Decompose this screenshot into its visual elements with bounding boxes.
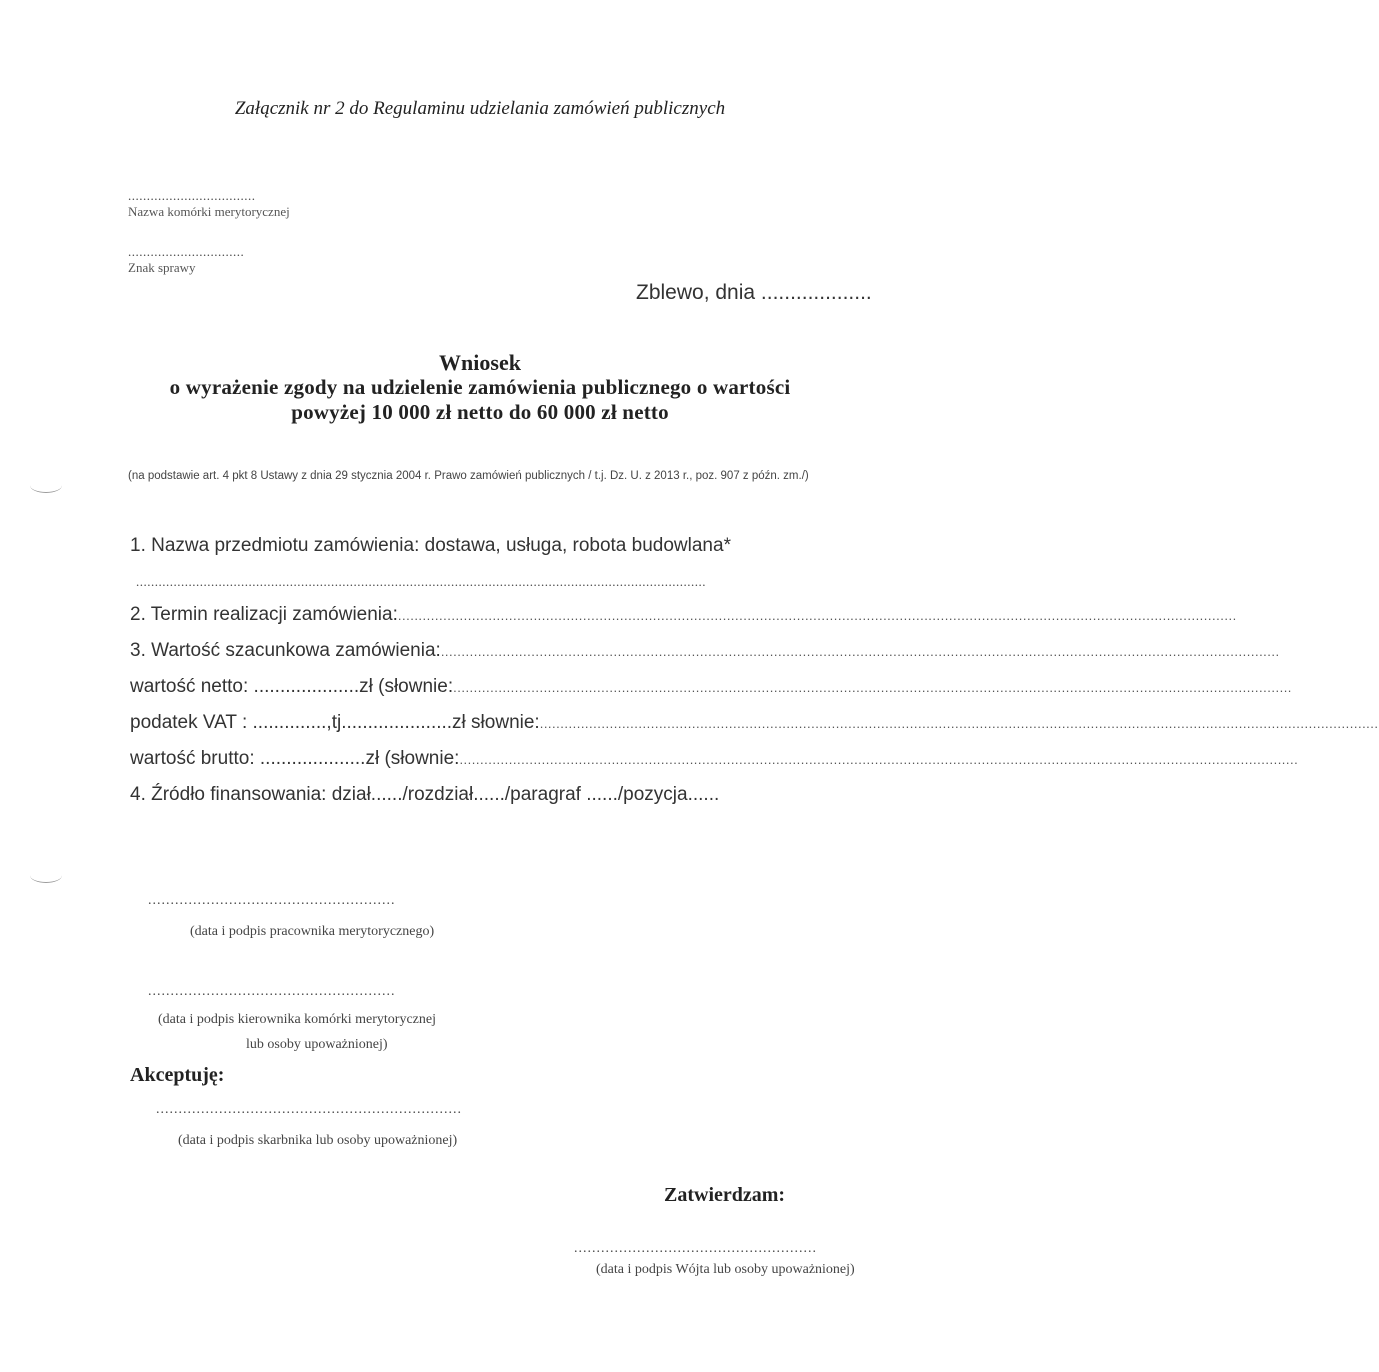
- treasurer-signature-dots: ....................................................................: [156, 1102, 462, 1117]
- scan-mark: [30, 868, 62, 883]
- mayor-signature-label: (data i podpis Wójta lub osoby upoważnionej): [596, 1262, 855, 1277]
- item-subject: [130, 535, 731, 557]
- place-and-date: Zblewo, dnia ...................: [636, 281, 872, 304]
- accept-heading: Akceptuję:: [130, 1064, 225, 1086]
- employee-signature-label: (data i podpis pracownika merytorycznego): [190, 924, 435, 939]
- item-funding-source-label: 4. Źródło finansowania: dział....../rozdział....../paragraf ....../pozycja......: [130, 784, 720, 805]
- manager-signature-label-2: lub osoby upoważnionej): [246, 1037, 388, 1052]
- request-title-line-3: powyżej 10 000 zł netto do 60 000 zł netto: [291, 400, 669, 424]
- manager-signature-label-1: (data i podpis kierownika komórki merytorycznej: [158, 1012, 436, 1027]
- item-subject-label: 1. Nazwa przedmiotu zamówienia: dostawa, usługa, robota budowlana*: [130, 535, 731, 556]
- vat-label: podatek VAT : ..............,tj.....................zł słownie:: [130, 712, 540, 733]
- item-estimated-value: [130, 640, 1280, 662]
- item-deadline-dots: ............................................................................................................................................................................................................: [397, 608, 1237, 623]
- gross-value-dots: ............................................................................................................................................................................................................: [459, 752, 1299, 767]
- manager-signature-dots: .......................................................: [148, 984, 396, 999]
- request-title-line-2: o wyrażenie zgody na udzielenie zamówienia publicznego o wartości: [169, 375, 791, 399]
- gross-value-label: wartość brutto: ....................zł (słownie:: [130, 748, 460, 769]
- attachment-title: Załącznik nr 2 do Regulaminu udzielania zamówień publicznych: [234, 98, 726, 119]
- item-estimated-value-dots: ............................................................................................................................................................................................................: [440, 644, 1280, 659]
- employee-signature-dots: .......................................................: [148, 893, 396, 908]
- item-subject-dots: ........................................................................................................................................................: [136, 574, 706, 589]
- gross-value-line: [130, 748, 1299, 770]
- item-estimated-value-label: 3. Wartość szacunkowa zamówienia:: [130, 640, 441, 661]
- mayor-signature-dots: ......................................................: [574, 1241, 817, 1256]
- net-value-label: wartość netto: ....................zł (słownie:: [130, 676, 454, 697]
- case-number-label: Znak sprawy: [128, 260, 196, 275]
- scan-mark: [30, 478, 62, 493]
- item-funding-source: [130, 784, 719, 806]
- request-title: [0, 350, 960, 425]
- legal-basis: (na podstawie art. 4 pkt 8 Ustawy z dnia 29 stycznia 2004 r. Prawo zamówień publicznych / t.j. Dz. U. z 2013 r., poz. 907 z późn. zm./): [128, 470, 809, 482]
- vat-line: [130, 712, 1379, 734]
- net-value-dots: ............................................................................................................................................................................................................: [453, 680, 1292, 695]
- item-deadline-label: 2. Termin realizacji zamówienia:: [130, 604, 398, 625]
- treasurer-signature-label: (data i podpis skarbnika lub osoby upoważnionej): [178, 1133, 458, 1148]
- case-number-dots: ...............................: [128, 244, 245, 259]
- department-dots: ..................................: [128, 188, 256, 203]
- vat-dots: ............................................................................................................................................................................................................: [539, 716, 1379, 731]
- department-label: Nazwa komórki merytorycznej: [128, 204, 290, 219]
- approve-heading: Zatwierdzam:: [664, 1184, 786, 1206]
- net-value-line: [130, 676, 1292, 698]
- item-deadline: [130, 604, 1237, 626]
- request-title-line-1: Wniosek: [439, 350, 521, 375]
